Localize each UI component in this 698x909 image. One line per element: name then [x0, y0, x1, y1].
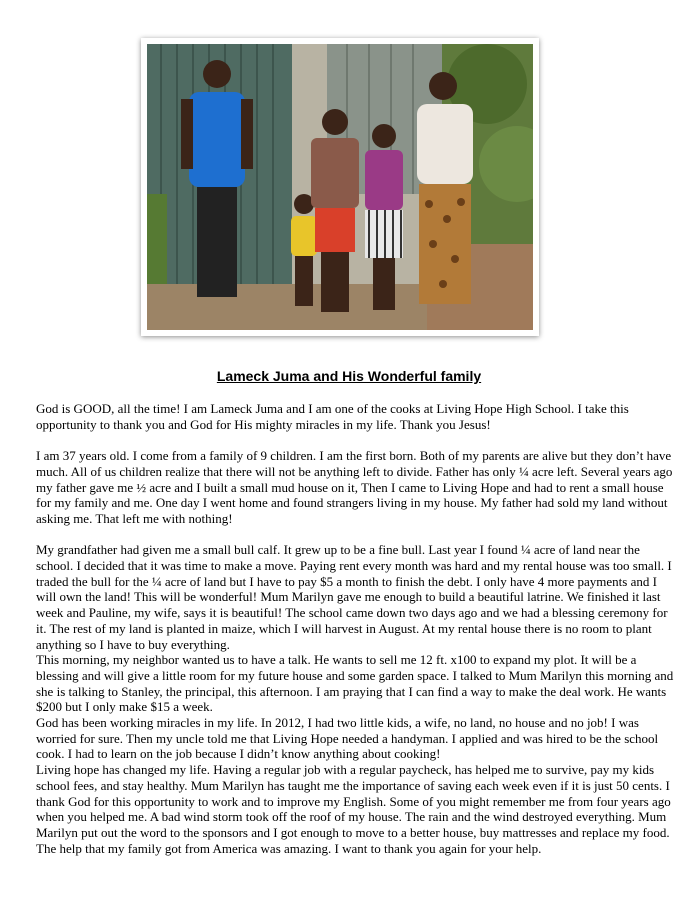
- paragraph-living-hope: Living hope has changed my life. Having a regular job with a regular paycheck, has helped me to survive, pay my kids school fees, and stay healthy. Mum Marilyn has taught me the importance of saving each week even if it is just 50 cents. I thank God for this opportunity to work and to improve my English. Some of you might remember me from four years ago when you helped me. A bad wind storm took off the roof of my house. The rain and the wind destroyed everything. Mum Marilyn put out the word to the sponsors and I got enough to move to a better house, buy mattresses and replace my food. The help that my family got from America was amazing. I want to thank you again for your help.: [36, 762, 671, 856]
- paragraph-neighbor-plot: This morning, my neighbor wanted us to have a talk. He wants to sell me 12 ft. x100 to expand my plot. It will be a blessing and will give a little room for my future house and some garden space. I talked to Mum Marilyn this morning and she is talking to Stanley, the principal, this afternoon. I am praying that I can find a way to make the deal work. He wants $200 but I only make $15 a week.: [36, 652, 674, 715]
- paragraph-bull-and-land: My grandfather had given me a small bull calf. It grew up to be a fine bull. Last year I found ¼ acre of land near the school. I decided that it was time to make a move. Paying rent every month was hard and my rental house was too small. I traded the bull for the ¼ acre of land but I have to pay $5 a month to finish the debt. I only have 4 more payments and I will own the land! This will be wonderful! Mum Marilyn gave me enough to build a beautiful latrine. We finished it last week and Pauline, my wife, says it is beautiful! The school came down two days ago and we had a blessing ceremony for it. The rest of my land is planted in maize, which I will harvest in August. At my rental house there is no room to plant anything so I have to buy everything.: [36, 542, 672, 652]
- paragraph-miracles: God has been working miracles in my life. In 2012, I had two little kids, a wife, no land, no house and no job! I was worried for sure. Then my uncle told me that Living Hope needed a handyman. I applied and was hired to be the school cook. I had to learn on the job because I didn’t know anything about cooking!: [36, 715, 659, 762]
- paragraph-family-background: I am 37 years old. I come from a family of 9 children. I am the first born. Both of my parents are alive but they don’t have much. All of us children realize that there will not be anything left to divide. Father has only ¼ acre left. Several years ago my father gave me ½ acre and I built a small mud house on it, Then I came to Living Hope and had to rent a small house for my family and me. One day I went home and found strangers living in my house. My father had sold my land without asking me. That left me with nothing!: [36, 448, 673, 526]
- article-title: Lameck Juma and His Wonderful family: [216, 368, 482, 384]
- paragraph-intro: God is GOOD, all the time! I am Lameck Juma and I am one of the cooks at Living Hope High School. I take this opportunity to thank you and God for His mighty miracles in my life. Thank you Jesus!: [36, 401, 629, 432]
- article-body: [36, 401, 678, 856]
- family-photo-frame: [141, 38, 539, 336]
- family-photo: [147, 44, 533, 330]
